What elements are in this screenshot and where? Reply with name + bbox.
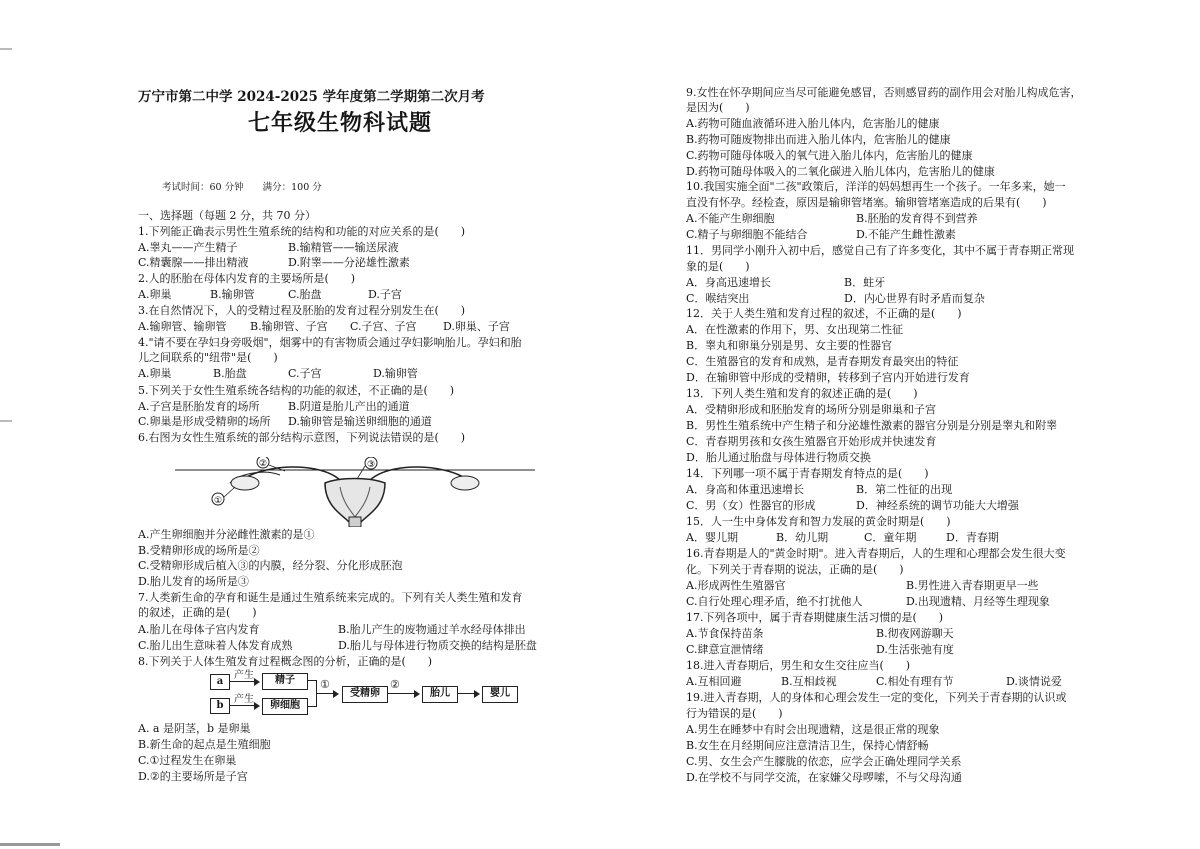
question-13-option-c: C．青春期男孩和女孩生殖器官开始形成并快速发育: [686, 435, 937, 448]
scan-edge: [0, 843, 60, 846]
box-b: b: [210, 698, 230, 714]
option-a: A.卵巢: [138, 367, 172, 380]
question-9-stem-cont: 是因为( ): [686, 101, 750, 114]
option-b: B．幼儿期: [776, 531, 829, 544]
exam-subject-title: 七年级生物科试题: [248, 110, 433, 136]
option-c: C.胎盘: [288, 288, 322, 301]
diagram-label-3: ③: [366, 460, 376, 470]
question-10-stem: 10.我国实施全面"二孩"政策后，洋洋的妈妈想再生一个孩子。一年多来，她一: [686, 180, 1066, 193]
question-6-option-c: C.受精卵形成后植入③的内膜，经分裂、分化形成胚泡: [138, 559, 403, 572]
question-8-option-d: D.②的主要场所是子宫: [138, 770, 248, 783]
option-d: D.生活张弛有度: [876, 643, 954, 656]
diagram-label-2: ②: [258, 459, 268, 469]
question-1-stem: 1.下列能正确表示男性生殖系统的结构和功能的对应关系的是( ): [138, 225, 466, 238]
question-2-stem: 2.人的胚胎在母体内发育的主要场所是( ): [138, 272, 356, 285]
question-7-stem: 7.人类新生命的孕育和诞生是通过生殖系统来完成的。下列有关人类生殖和发育: [138, 591, 523, 604]
binding-mark: [0, 420, 12, 422]
arrow-b-egg: [230, 705, 258, 706]
question-19-option-d: D.在学校不与同学交流，在家嫌父母啰嗦，不与父母沟通: [686, 771, 962, 784]
option-b: B．蛀牙: [844, 276, 886, 289]
merge-bracket: [308, 680, 317, 707]
option-d: D.输卵管: [373, 367, 418, 380]
question-19-stem: 19.进入青春期，人的身体和心理会发生一定的变化，下列关于青春期的认识或: [686, 691, 1067, 704]
option-d: D.不能产生雌性激素: [856, 228, 956, 241]
question-11-stem: 11．男同学小刚升入初中后，感觉自己有了许多变化，其中不属于青春期正常现: [686, 244, 1074, 257]
question-7-stem-cont: 的叙述，正确的是( ): [138, 606, 257, 619]
question-19-stem-cont: 行为错误的是( ): [686, 707, 783, 720]
binding-mark: [0, 48, 12, 50]
option-a: A．身高迅速增长: [686, 276, 771, 289]
option-d: D．青春期: [946, 531, 999, 544]
option-b: B.输卵管、子宫: [250, 320, 328, 333]
question-16-stem: 16.青春期是人的"黄金时期"。进入青春期后，人的生理和心理都会发生很大变: [686, 547, 1066, 560]
option-d: D.胎儿与母体进行物质交换的结构是胚盘: [338, 639, 537, 652]
cervix: [349, 517, 361, 527]
step-2-label: ②: [390, 678, 400, 691]
egg-box: 卵细胞: [262, 698, 308, 715]
option-b: B.输精管——输送尿液: [288, 241, 399, 254]
question-9-option-d: D.药物可随母体吸入的二氧化碳进入胎儿体内，危害胎儿的健康: [686, 165, 995, 178]
option-a: A.形成两性生殖器官: [686, 579, 786, 592]
question-13-option-d: D．胎儿通过胎盘与母体进行物质交换: [686, 451, 871, 464]
arrow-to-fertilized: [317, 693, 337, 694]
option-a: A.子宫是胚胎发育的场所: [138, 400, 260, 413]
question-19-option-a: A.男生在睡梦中有时会出现遗精，这是很正常的现象: [686, 723, 940, 736]
question-4-stem: 4."请不要在孕妇身旁吸烟"，烟雾中的有害物质会通过孕妇影响胎儿。孕妇和胎: [138, 336, 522, 349]
question-12-option-c: C．生殖器官的发育和成熟，是青春期发育最突出的特征: [686, 355, 959, 368]
baby-box: 婴儿: [482, 686, 518, 703]
question-13-stem: 13．下列人类生殖和发育的叙述正确的是( ): [686, 387, 918, 400]
option-a: A.睾丸——产生精子: [138, 241, 238, 254]
option-c: C.子宫: [288, 367, 322, 380]
question-9-option-a: A.药物可随血液循环进入胎儿体内，危害胎儿的健康: [686, 117, 940, 130]
question-10-stem-cont: 直没有怀孕。经检查，原因是输卵管堵塞。输卵管堵塞造成的后果有( ): [686, 196, 1047, 209]
option-b: B．第二性征的出现: [856, 483, 953, 496]
question-8-stem: 8.下列关于人体生殖发育过程概念图的分析，正确的是( ): [138, 655, 433, 668]
question-12-option-a: A．在性激素的作用下，男、女出现第二性征: [686, 323, 903, 336]
question-19-option-b: B.女生在月经期间应注意清洁卫生，保持心情舒畅: [686, 739, 929, 752]
option-d: D．神经系统的调节功能大大增强: [856, 499, 1019, 512]
option-d: D.输卵管是输送卵细胞的通道: [288, 415, 432, 428]
produce-label-top: 产生: [234, 670, 254, 681]
reproduction-concept-map: [210, 668, 570, 720]
option-b: B.阴道是胎儿产出的通道: [288, 400, 410, 413]
option-a: A.不能产生卵细胞: [686, 212, 775, 225]
female-reproductive-diagram: [175, 457, 535, 527]
option-c: C.自行处理心理矛盾，绝不打扰他人: [686, 595, 863, 608]
option-a: A.输卵管、输卵管: [138, 320, 227, 333]
question-11-stem-cont: 象的是( ): [686, 260, 750, 273]
option-b: B.输卵管: [210, 288, 255, 301]
diagram-label-1: ①: [213, 496, 223, 506]
option-c: C．喉结突出: [686, 292, 750, 305]
question-13-option-a: A．受精卵形成和胚胎发育的场所分别是卵巢和子宫: [686, 403, 936, 416]
question-5-stem: 5.下列关于女性生殖系统各结构的功能的叙述，不正确的是( ): [138, 384, 455, 397]
option-d: D.子宫: [368, 288, 402, 301]
question-6-stem: 6.右图为女性生殖系统的部分结构示意图，下列说法错误的是( ): [138, 431, 466, 444]
question-12-stem: 12．关于人类生殖和发育过程的叙述，不正确的是( ): [686, 307, 962, 320]
produce-label-bottom: 产生: [234, 694, 254, 705]
question-18-stem: 18.进入青春期后，男生和女生交往应当( ): [686, 659, 911, 672]
question-8-option-a: A. a 是阴茎，b 是卵巢: [138, 722, 251, 735]
question-14-stem: 14．下列哪一项不属于青春期发育特点的是( ): [686, 467, 929, 480]
option-d: D.出现遗精、月经等生理现象: [906, 595, 1050, 608]
question-19-option-c: C.男、女生会产生朦胧的依恋，应学会正确处理同学关系: [686, 755, 962, 768]
option-d: D.卵巢、子宫: [443, 320, 510, 333]
option-c: C.精囊腺——排出精液: [138, 256, 249, 269]
option-a: A.卵巢: [138, 288, 172, 301]
option-b: B.男性进入青春期更早一些: [906, 579, 1039, 592]
question-8-option-b: B.新生命的起点是生殖细胞: [138, 738, 271, 751]
question-13-option-b: B．男性生殖系统中产生精子和分泌雄性激素的器官分别是分别是睾丸和附睾: [686, 419, 1058, 432]
question-12-option-d: D．在输卵管中形成的受精卵，转移到子宫内开始进行发育: [686, 371, 970, 384]
question-9-stem: 9.女性在怀孕期间应当尽可能避免感冒，否则感冒药的副作用会对胎儿构成危害，: [686, 86, 1082, 99]
option-b: B.彻夜网游聊天: [876, 627, 954, 640]
option-c: C．男（女）性器官的形成: [686, 499, 816, 512]
question-3-stem: 3.在自然情况下，人的受精过程及胚胎的发育过程分别发生在( ): [138, 304, 466, 317]
option-d: D.附睾——分泌雄性激素: [288, 256, 410, 269]
option-a: A.胎儿在母体子宫内发育: [138, 623, 260, 636]
exam-school-title: 万宁市第二中学 2024-2025 学年度第二学期第二次月考: [138, 89, 485, 105]
arrow-to-baby: [458, 693, 478, 694]
question-17-stem: 17.下列各项中，属于青春期健康生活习惯的是( ): [686, 611, 944, 624]
option-c: C.肆意宣泄情绪: [686, 643, 764, 656]
option-a: A.互相回避: [686, 675, 742, 688]
arrow-a-sperm: [230, 681, 258, 682]
option-d: D．内心世界有时矛盾而复杂: [844, 292, 985, 305]
option-c: C.精子与卵细胞不能结合: [686, 228, 808, 241]
fetus-box: 胎儿: [422, 686, 458, 703]
question-16-stem-cont: 化。下列关于青春期的说法，正确的是( ): [686, 563, 904, 576]
option-c: C.卵巢是形成受精卵的场所: [138, 415, 271, 428]
question-12-option-b: B．睾丸和卵巢分别是男、女主要的性器官: [686, 339, 893, 352]
option-d: D.谈情说爱: [1006, 675, 1062, 688]
option-b: B.胎儿产生的废物通过羊水经母体排出: [338, 623, 526, 636]
question-6-option-d: D.胎儿发育的场所是③: [138, 575, 249, 588]
sperm-box: 精子: [262, 673, 308, 690]
step-1-label: ①: [320, 678, 330, 691]
option-b: B.胚胎的发育得不到营养: [856, 212, 978, 225]
option-b: B.胎盘: [213, 367, 247, 380]
box-a: a: [210, 674, 230, 690]
question-9-option-b: B.药物可随废物排出而进入胎儿体内，危害胎儿的健康: [686, 133, 951, 146]
option-c: C．童年期: [864, 531, 917, 544]
question-9-option-c: C.药物可随母体吸入的氧气进入胎儿体内，危害胎儿的健康: [686, 149, 973, 162]
question-15-stem: 15．人一生中身体发育和智力发展的黄金时期是( ): [686, 515, 951, 528]
arrow-to-fetus: [388, 693, 418, 694]
question-8-option-c: C.①过程发生在卵巢: [138, 754, 237, 767]
option-a: A.节食保持苗条: [686, 627, 764, 640]
left-ovary: [231, 476, 259, 490]
option-a: A．婴儿期: [686, 531, 738, 544]
option-c: C.胎儿出生意味着人体发育成熟: [138, 639, 293, 652]
option-a: A．身高和体重迅速增长: [686, 483, 804, 496]
fertilized-egg-box: 受精卵: [342, 686, 388, 703]
section-heading: 一、选择题（每题 2 分，共 70 分）: [138, 209, 316, 222]
question-6-option-a: A.产生卵细胞并分泌雌性激素的是①: [138, 528, 315, 541]
option-b: B.互相歧视: [781, 675, 837, 688]
right-ovary: [451, 476, 479, 490]
option-c: C.相处有理有节: [876, 675, 954, 688]
question-4-stem-cont: 儿之间联系的"纽带"是( ): [138, 351, 278, 364]
exam-info: 考试时间：60 分钟 满分：100 分: [162, 182, 322, 193]
question-6-option-b: B.受精卵形成的场所是②: [138, 544, 260, 557]
option-c: C.子宫、子宫: [350, 320, 417, 333]
